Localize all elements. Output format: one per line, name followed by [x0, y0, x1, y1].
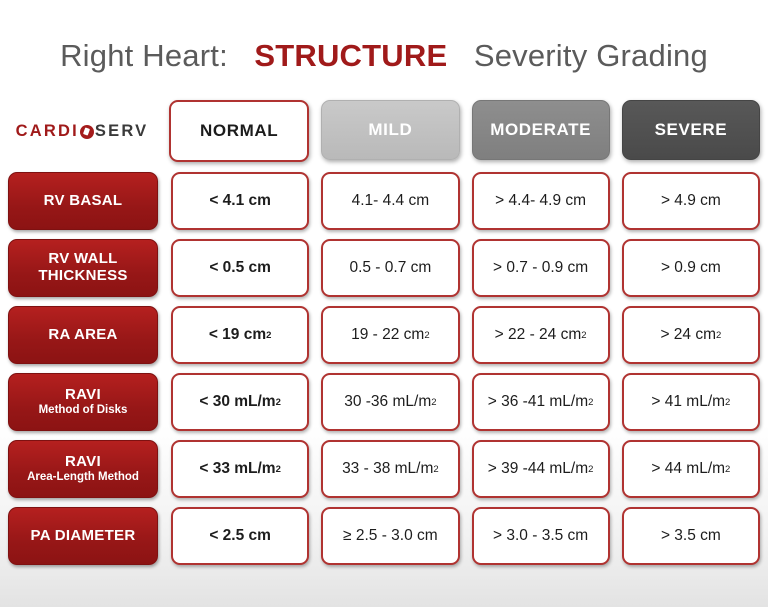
row-label-text-2: THICKNESS — [38, 267, 128, 284]
cell-value: < 33 mL/m — [199, 460, 276, 477]
cell-rv-wall-mild: 0.5 - 0.7 cm — [321, 239, 459, 297]
cell-ra-area-moderate — [472, 306, 610, 364]
cell-exponent: 2 — [716, 329, 722, 341]
brand-text-pre: CARDI — [15, 121, 79, 140]
cell-ravi-al-mild — [321, 440, 459, 498]
row-label-text: RV WALL — [48, 250, 118, 268]
title-part-1: Right Heart: — [60, 38, 228, 73]
row-label-pa-diameter — [8, 507, 158, 565]
cell-exponent: 2 — [588, 396, 594, 408]
brand-text-post: SERV — [94, 121, 149, 140]
cell-ravi-al-moderate — [472, 440, 610, 498]
table-row — [8, 239, 760, 297]
cardioserv-heart-dot-icon — [80, 125, 94, 139]
cell-pa-diameter-mild: ≥ 2.5 - 3.0 cm — [321, 507, 459, 565]
cell-ravi-disks-severe — [622, 373, 760, 431]
cell-rv-basal-mild: 4.1- 4.4 cm — [321, 172, 459, 230]
cell-value: < 30 mL/m — [199, 393, 276, 410]
cell-ra-area-normal — [171, 306, 309, 364]
cell-ravi-disks-moderate — [472, 373, 610, 431]
title-highlight: STRUCTURE — [254, 38, 448, 73]
table-row — [8, 440, 760, 498]
row-sublabel-text: Method of Disks — [38, 404, 128, 417]
cell-pa-diameter-moderate: > 3.0 - 3.5 cm — [472, 507, 610, 565]
cell-rv-wall-severe: > 0.9 cm — [622, 239, 760, 297]
cell-exponent: 2 — [588, 463, 594, 475]
grading-grid — [8, 100, 760, 574]
cell-value: 33 - 38 mL/m — [342, 460, 434, 477]
row-label-rv-basal — [8, 172, 158, 230]
cell-exponent: 2 — [275, 463, 281, 475]
table-row — [8, 507, 760, 565]
cell-exponent: 2 — [433, 463, 439, 475]
row-label-text: RA AREA — [48, 325, 118, 343]
cell-ravi-disks-normal — [171, 373, 309, 431]
cell-exponent: 2 — [275, 396, 281, 408]
cell-value: > 41 mL/m — [651, 393, 726, 410]
cell-rv-basal-severe: > 4.9 cm — [622, 172, 760, 230]
row-label-text: PA DIAMETER — [30, 526, 136, 544]
row-label-text: RAVI — [65, 385, 101, 403]
cell-exponent: 2 — [725, 396, 731, 408]
cell-exponent: 2 — [266, 329, 272, 341]
cell-exponent: 2 — [431, 396, 437, 408]
cell-value: > 36 -41 mL/m — [487, 393, 589, 410]
table-header-row — [8, 100, 760, 162]
cell-value: 19 - 22 cm — [351, 326, 425, 343]
cell-ravi-al-severe — [622, 440, 760, 498]
cell-value: > 22 - 24 cm — [494, 326, 582, 343]
row-label-ravi-area-length — [8, 440, 158, 498]
row-label-text: RAVI — [65, 452, 101, 470]
cell-rv-wall-moderate: > 0.7 - 0.9 cm — [472, 239, 610, 297]
cell-rv-basal-normal: < 4.1 cm — [171, 172, 309, 230]
cell-ra-area-severe — [622, 306, 760, 364]
row-label-rv-wall-thickness — [8, 239, 158, 297]
cell-rv-basal-moderate: > 4.4- 4.9 cm — [472, 172, 610, 230]
row-label-ra-area — [8, 306, 158, 364]
page-title — [0, 0, 768, 74]
cell-rv-wall-normal: < 0.5 cm — [171, 239, 309, 297]
cell-ra-area-mild — [321, 306, 459, 364]
cell-exponent: 2 — [725, 463, 731, 475]
row-label-text: RV BASAL — [43, 191, 123, 209]
title-part-2: Severity Grading — [473, 38, 708, 73]
column-header-severe: SEVERE — [622, 100, 760, 160]
cell-value: > 44 mL/m — [651, 460, 726, 477]
cell-pa-diameter-severe: > 3.5 cm — [622, 507, 760, 565]
column-header-normal: NORMAL — [169, 100, 309, 162]
row-label-ravi-disks — [8, 373, 158, 431]
cell-value: < 19 cm — [208, 326, 267, 343]
cell-exponent: 2 — [581, 329, 587, 341]
table-row — [8, 172, 760, 230]
cell-value: 30 -36 mL/m — [344, 393, 432, 410]
table-row — [8, 373, 760, 431]
cell-value: > 39 -44 mL/m — [487, 460, 589, 477]
cell-ravi-al-normal — [171, 440, 309, 498]
brand-logo — [8, 100, 156, 162]
cell-exponent: 2 — [424, 329, 430, 341]
cell-ravi-disks-mild — [321, 373, 459, 431]
table-row — [8, 306, 760, 364]
cell-pa-diameter-normal: < 2.5 cm — [171, 507, 309, 565]
column-header-mild: MILD — [321, 100, 459, 160]
cell-value: > 24 cm — [660, 326, 717, 343]
row-sublabel-text: Area-Length Method — [27, 471, 139, 484]
column-header-moderate: MODERATE — [472, 100, 610, 160]
